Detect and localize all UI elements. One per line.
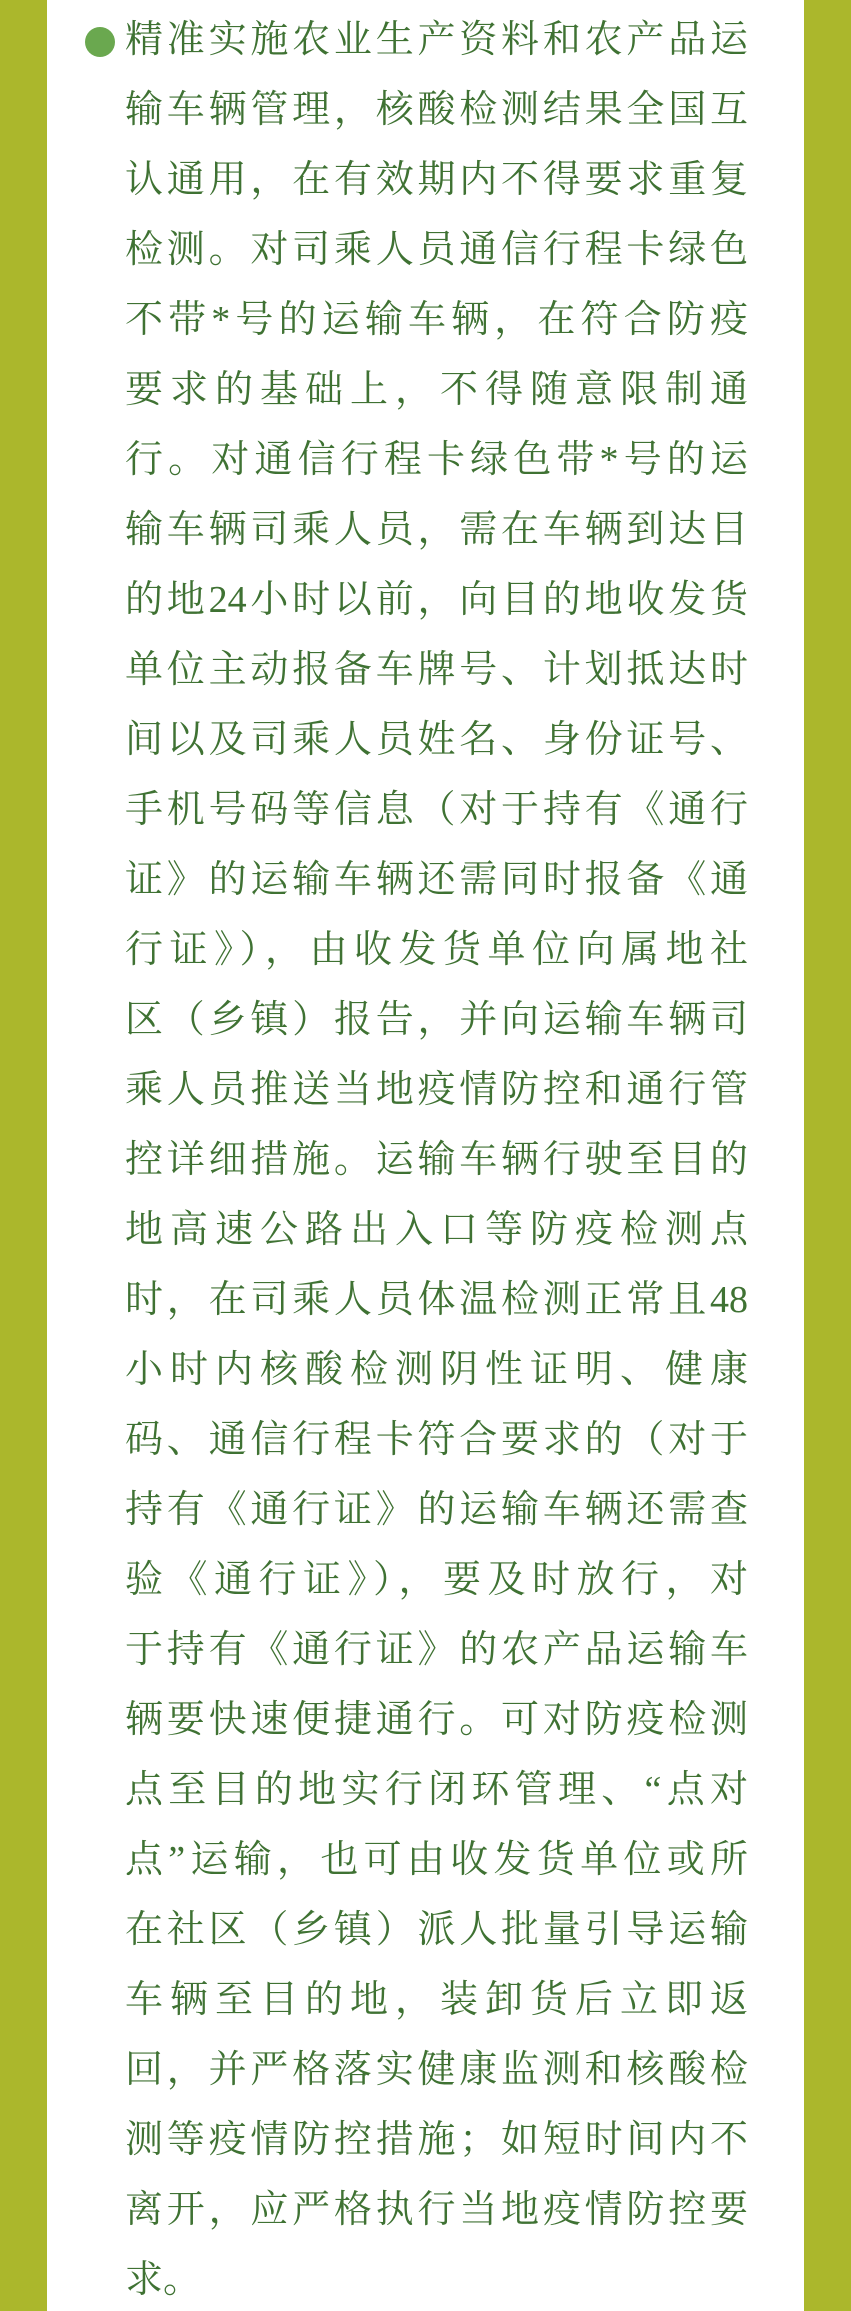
paragraph-line: 行证》），由收发货单位向属地社 bbox=[125, 929, 748, 971]
paragraph-line: 回，并严格落实健康监测和核酸检 bbox=[125, 2049, 748, 2091]
paragraph-line: 验《通行证》），要及时放行，对 bbox=[125, 1559, 748, 1601]
paragraph-line: 小时内核酸检测阴性证明、健康 bbox=[125, 1349, 748, 1391]
paragraph-line: 的地24小时以前，向目的地收发货 bbox=[125, 579, 748, 621]
paragraph-line: 行。对通信行程卡绿色带*号的运 bbox=[125, 439, 748, 481]
paragraph-line: 检测。对司乘人员通信行程卡绿色 bbox=[125, 229, 748, 271]
paragraph-line: 求。 bbox=[125, 2259, 202, 2301]
paragraph bbox=[125, 5, 748, 2311]
paragraph-line: 码、通信行程卡符合要求的（对于 bbox=[125, 1419, 748, 1461]
paragraph-line: 车辆至目的地，装卸货后立即返 bbox=[125, 1979, 748, 2021]
paragraph-line: 认通用，在有效期内不得要求重复 bbox=[125, 159, 748, 201]
paragraph-line: 区（乡镇）报告，并向运输车辆司 bbox=[125, 999, 748, 1041]
paragraph-line: 精准实施农业生产资料和农产品运 bbox=[125, 19, 748, 61]
right-border-bar bbox=[804, 0, 851, 2311]
paragraph-line: 单位主动报备车牌号、计划抵达时 bbox=[125, 649, 748, 691]
paragraph-line: 手机号码等信息（对于持有《通行 bbox=[125, 789, 748, 831]
paragraph-line: 时，在司乘人员体温检测正常且48 bbox=[125, 1279, 748, 1321]
paragraph-line: 间以及司乘人员姓名、身份证号、 bbox=[125, 719, 748, 761]
paragraph-line: 持有《通行证》的运输车辆还需查 bbox=[125, 1489, 748, 1531]
paragraph-line: 乘人员推送当地疫情防控和通行管 bbox=[125, 1069, 748, 1111]
paragraph-line: 输车辆司乘人员，需在车辆到达目 bbox=[125, 509, 748, 551]
paragraph-line: 在社区（乡镇）派人批量引导运输 bbox=[125, 1909, 748, 1951]
paragraph-line: 离开，应严格执行当地疫情防控要 bbox=[125, 2189, 748, 2231]
paragraph-line: 要求的基础上，不得随意限制通 bbox=[125, 369, 748, 411]
paragraph-line: 辆要快速便捷通行。可对防疫检测 bbox=[125, 1699, 748, 1741]
paragraph-line: 测等疫情防控措施；如短时间内不 bbox=[125, 2119, 748, 2161]
paragraph-line: 控详细措施。运输车辆行驶至目的 bbox=[125, 1139, 748, 1181]
paragraph-line: 证》的运输车辆还需同时报备《通 bbox=[125, 859, 748, 901]
paragraph-line: 点至目的地实行闭环管理、“点对 bbox=[125, 1769, 748, 1811]
paragraph-line: 点”运输，也可由收发货单位或所 bbox=[125, 1839, 748, 1881]
paragraph-line: 于持有《通行证》的农产品运输车 bbox=[125, 1629, 748, 1671]
bullet-icon bbox=[85, 27, 115, 57]
paragraph-line: 不带*号的运输车辆，在符合防疫 bbox=[125, 299, 748, 341]
left-border-bar bbox=[0, 0, 47, 2311]
paragraph-line: 输车辆管理，核酸检测结果全国互 bbox=[125, 89, 748, 131]
paragraph-line: 地高速公路出入口等防疫检测点 bbox=[125, 1209, 748, 1251]
